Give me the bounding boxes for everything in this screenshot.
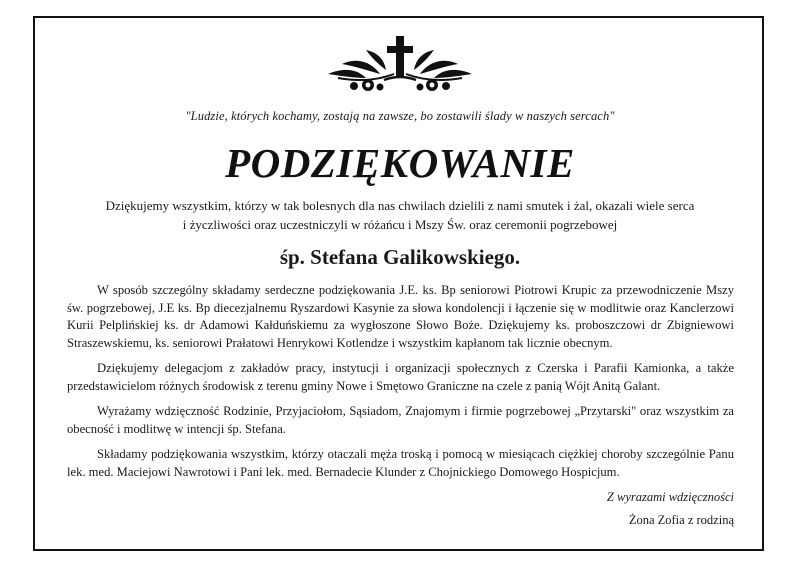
signature: Żona Zofia z rodziną <box>628 513 734 527</box>
intro-line: Dziękujemy wszystkim, którzy w tak bolesnych dla nas chwilach dzielili z nami smutek i żal, okazali wiele serca <box>105 198 695 213</box>
acknowledgement-body <box>67 282 734 489</box>
intro-line: i życzliwości oraz uczestniczyli w różańcu i Mszy Św. oraz ceremonii pogrzebowej <box>182 216 618 232</box>
epigraph-quote: "Ludzie, których kochamy, zostają na zawsze, bo zostawili ślady w naszych sercach" <box>185 109 615 123</box>
paragraph: W sposób szczególny składamy serdeczne podziękowania J.E. ks. Bp seniorowi Piotrowi Krupic za przewodniczenie Mszy św. pogrzebowej, J.E ks. Bp diecezjalnemu Ryszardowi Kasynie za słowa kondolencji i łączenie się w modlitwie oraz Kanclerzowi Kurii Pelplińskiej ks. dr Adamowi Kałduńskiemu za wygłoszone Słowo Boże. Dziękujemy ks. proboszczowi dr Zbigniewowi Straszewskiemu, ks. seniorowi Prałatowi Henrykowi Kotlendze i wszystkim kapłanom tak licznie obecnym. <box>67 283 734 351</box>
cross-with-flowers-icon <box>320 30 480 94</box>
closing-phrase: Z wyrazami wdzięczności <box>606 490 734 504</box>
page-title: PODZIĘKOWANIE <box>225 140 575 186</box>
paragraph: Dziękujemy delegacjom z zakładów pracy, instytucji i organizacji społecznych z Czerska i Parafii Kamionka, a także przedstawicielom różnych środowisk z terenu gminy Nowe i Smętowo Graniczne na czele z panią Wójt Anitą Galant. <box>67 361 734 394</box>
deceased-name: śp. Stefana Galikowskiego. <box>279 245 521 269</box>
intro-text <box>80 197 720 234</box>
paragraph: Składamy podziękowania wszystkim, którzy otaczali męża troską i pomocą w miesiącach ciężkiej choroby szczególnie Panu lek. med. Maciejowi Nawrotowi i Pani lek. med. Bernadecie Klunder z Chojnickiego Domowego Hospicjum. <box>67 447 734 479</box>
paragraph: Wyrażamy wdzięczność Rodzinie, Przyjaciołom, Sąsiadom, Znajomym i firmie pogrzebowej „Przytarski" oraz wszystkim za obecność i modlitwę w intencji śp. Stefana. <box>67 404 734 436</box>
